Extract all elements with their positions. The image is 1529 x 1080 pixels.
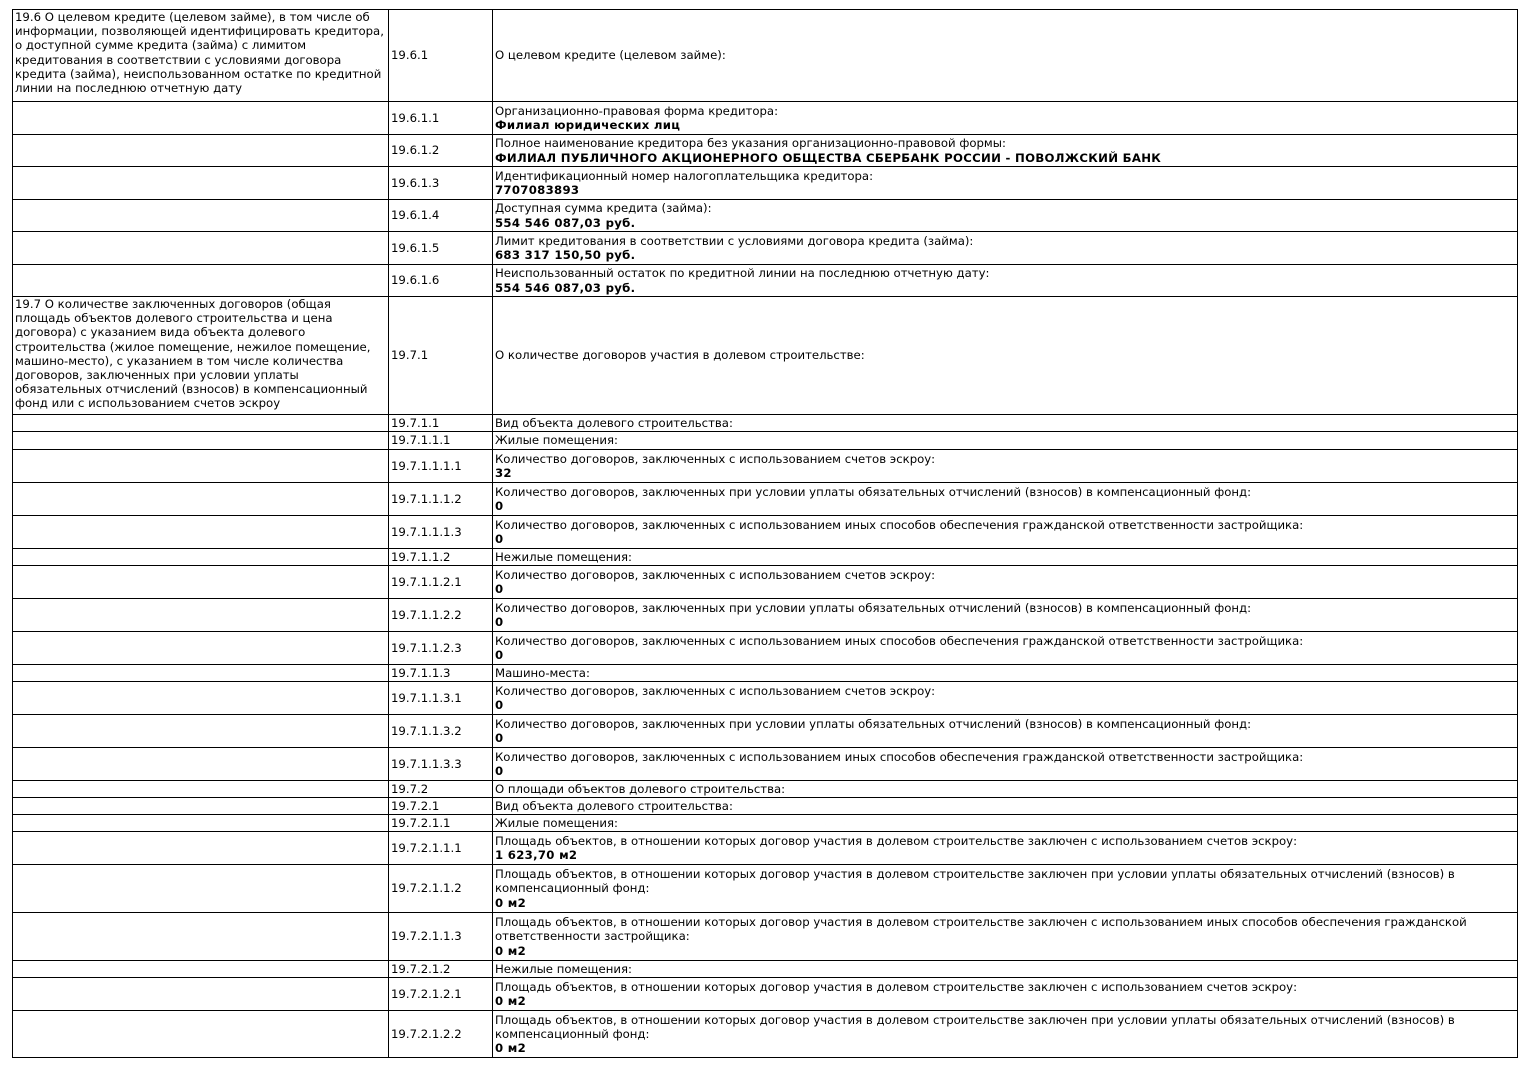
table-row (13, 432, 1518, 450)
item-label: Количество договоров, заключенных с использованием иных способов обеспечения гражданской ответственности застройщика: (495, 517, 1304, 532)
item-code: 19.7.2.1.2.1 (389, 978, 493, 1011)
item-value: 554 546 087,03 руб. (495, 280, 636, 295)
item-label: Площадь объектов, в отношении которых договор участия в долевом строительстве заключен при условии уплаты обязательных отчислений (взносов) в компенсационный фонд: (495, 1012, 1455, 1041)
table-row (13, 748, 1518, 781)
item-code: 19.6.1.6 (389, 265, 493, 297)
item-label: Нежилые помещения: (495, 549, 632, 564)
section-cell-empty (13, 781, 389, 798)
item-content (493, 632, 1518, 665)
table-row (13, 483, 1518, 516)
item-code: 19.7.1.1.1 (389, 432, 493, 450)
item-label: Идентификационный номер налогоплательщика кредитора: (495, 168, 874, 183)
item-code: 19.7.2.1.1.3 (389, 913, 493, 961)
item-label: О количестве договоров участия в долевом строительстве: (495, 348, 865, 363)
section-cell-empty (13, 865, 389, 913)
item-code: 19.7.2.1.1.2 (389, 865, 493, 913)
table-row (13, 665, 1518, 682)
table-row (13, 297, 1518, 415)
item-label: Количество договоров, заключенных с использованием счетов эскроу: (495, 451, 936, 466)
section-cell-empty (13, 516, 389, 549)
item-code: 19.7.2.1 (389, 798, 493, 815)
item-label: Количество договоров, заключенных с использованием иных способов обеспечения гражданской ответственности застройщика: (495, 633, 1304, 648)
item-code: 19.7.1.1.3.3 (389, 748, 493, 781)
section-cell-empty (13, 961, 389, 978)
item-content (493, 102, 1518, 135)
section-cell-empty (13, 682, 389, 715)
item-label: Доступная сумма кредита (займа): (495, 201, 712, 216)
table-row (13, 913, 1518, 961)
section-cell-empty (13, 748, 389, 781)
item-code: 19.7.2.1.2.2 (389, 1011, 493, 1058)
item-value: 0 (495, 582, 504, 596)
item-value: 0 (495, 731, 504, 745)
item-value: 0 (495, 615, 504, 629)
item-label: Жилые помещения: (495, 815, 618, 830)
item-value: ФИЛИАЛ ПУБЛИЧНОГО АКЦИОНЕРНОГО ОБЩЕСТВА СБЕРБАНК РОССИИ - ПОВОЛЖСКИЙ БАНК (495, 150, 1162, 165)
item-code: 19.7.2 (389, 781, 493, 798)
item-content (493, 961, 1518, 978)
item-value: Филиал юридических лиц (495, 118, 681, 132)
item-label: Количество договоров, заключенных при условии уплаты обязательных отчислений (взносов) в компенсационный фонд: (495, 716, 1252, 731)
item-label: Количество договоров, заключенных при условии уплаты обязательных отчислений (взносов) в компенсационный фонд: (495, 484, 1252, 499)
item-content (493, 167, 1518, 200)
item-content (493, 715, 1518, 748)
table-row (13, 815, 1518, 832)
section-cell-empty (13, 232, 389, 265)
item-label: Неиспользованный остаток по кредитной линии на последнюю отчетную дату: (495, 266, 990, 281)
document-table (12, 9, 1518, 1058)
section-cell-empty (13, 135, 389, 167)
item-code: 19.7.2.1.1.1 (389, 832, 493, 865)
table-row (13, 798, 1518, 815)
table-row (13, 682, 1518, 715)
table-row (13, 200, 1518, 232)
section-title: 19.6 О целевом кредите (целевом займе), в том числе об информации, позволяющей идентифицировать кредитора, о доступной сумме кредита (займа) с лимитом кредитования в соответствии с условиями договора кредита (займа), неиспользованном остатке по кредитной линии на последнюю отчетную дату (13, 10, 389, 102)
item-code: 19.7.1.1.2.1 (389, 566, 493, 599)
table-row (13, 566, 1518, 599)
table-row (13, 415, 1518, 432)
item-label: Вид объекта долевого строительства: (495, 415, 733, 430)
item-content (493, 1011, 1518, 1058)
table-row (13, 135, 1518, 167)
item-code: 19.7.1.1.2.3 (389, 632, 493, 665)
item-value: 554 546 087,03 руб. (495, 215, 636, 230)
item-content (493, 297, 1518, 415)
section-cell-empty (13, 566, 389, 599)
table-row (13, 961, 1518, 978)
section-cell-empty (13, 549, 389, 566)
item-code: 19.6.1.5 (389, 232, 493, 265)
table-row (13, 232, 1518, 265)
item-code: 19.7.1.1.3.1 (389, 682, 493, 715)
section-cell-empty (13, 200, 389, 232)
item-code: 19.6.1.1 (389, 102, 493, 135)
item-label: О площади объектов долевого строительства: (495, 781, 786, 796)
section-cell-empty (13, 665, 389, 682)
item-content (493, 566, 1518, 599)
item-code: 19.6.1.4 (389, 200, 493, 232)
item-content (493, 549, 1518, 566)
item-value: 0 м2 (495, 994, 527, 1008)
item-label: Площадь объектов, в отношении которых договор участия в долевом строительстве заключен при условии уплаты обязательных отчислений (взносов) в компенсационный фонд: (495, 867, 1455, 896)
item-code: 19.6.1.2 (389, 135, 493, 167)
item-label: Лимит кредитования в соответствии с условиями договора кредита (займа): (495, 233, 974, 248)
item-value: 0 (495, 532, 504, 546)
document-table-body (13, 10, 1518, 1058)
item-content (493, 832, 1518, 865)
item-content (493, 265, 1518, 297)
item-content (493, 781, 1518, 798)
item-label: Вид объекта долевого строительства: (495, 798, 733, 813)
item-code: 19.7.1.1.3.2 (389, 715, 493, 748)
table-row (13, 781, 1518, 798)
item-label: Площадь объектов, в отношении которых договор участия в долевом строительстве заключен с использованием счетов эскроу: (495, 833, 1298, 848)
section-cell-empty (13, 432, 389, 450)
item-content (493, 978, 1518, 1011)
table-row (13, 10, 1518, 102)
item-label: О целевом кредите (целевом займе): (495, 48, 726, 63)
table-row (13, 1011, 1518, 1058)
item-content (493, 200, 1518, 232)
item-label: Количество договоров, заключенных при условии уплаты обязательных отчислений (взносов) в компенсационный фонд: (495, 600, 1252, 615)
table-row (13, 102, 1518, 135)
item-content (493, 798, 1518, 815)
item-code: 19.6.1.3 (389, 167, 493, 200)
section-cell-empty (13, 450, 389, 483)
item-code: 19.7.2.1.1 (389, 815, 493, 832)
item-content (493, 665, 1518, 682)
section-cell-empty (13, 265, 389, 297)
item-code: 19.7.2.1.2 (389, 961, 493, 978)
item-value: 0 м2 (495, 943, 527, 958)
section-cell-empty (13, 798, 389, 815)
section-cell-empty (13, 913, 389, 961)
item-content (493, 432, 1518, 450)
item-value: 0 м2 (495, 1041, 527, 1056)
item-label: Количество договоров, заключенных с использованием счетов эскроу: (495, 567, 936, 582)
section-cell-empty (13, 599, 389, 632)
item-value: 0 (495, 648, 504, 662)
section-cell-empty (13, 483, 389, 516)
table-row (13, 450, 1518, 483)
item-label: Площадь объектов, в отношении которых договор участия в долевом строительстве заключен с использованием счетов эскроу: (495, 979, 1298, 994)
item-label: Количество договоров, заключенных с использованием счетов эскроу: (495, 683, 936, 698)
item-code: 19.7.1.1.1.2 (389, 483, 493, 516)
item-code: 19.7.1 (389, 297, 493, 415)
table-row (13, 549, 1518, 566)
table-row (13, 832, 1518, 865)
item-content (493, 865, 1518, 913)
item-content (493, 483, 1518, 516)
item-code: 19.7.1.1.1.1 (389, 450, 493, 483)
item-value: 7707083893 (495, 183, 580, 197)
section-cell-empty (13, 632, 389, 665)
table-row (13, 167, 1518, 200)
item-content (493, 232, 1518, 265)
item-content (493, 516, 1518, 549)
item-value: 683 317 150,50 руб. (495, 248, 636, 262)
item-code: 19.6.1 (389, 10, 493, 102)
item-content (493, 913, 1518, 961)
item-content (493, 599, 1518, 632)
section-cell-empty (13, 415, 389, 432)
section-cell-empty (13, 1011, 389, 1058)
item-label: Количество договоров, заключенных с использованием иных способов обеспечения гражданской ответственности застройщика: (495, 749, 1304, 764)
item-label: Полное наименование кредитора без указания организационно-правовой формы: (495, 136, 1006, 151)
item-code: 19.7.1.1 (389, 415, 493, 432)
section-cell-empty (13, 102, 389, 135)
section-cell-empty (13, 832, 389, 865)
section-cell-empty (13, 167, 389, 200)
item-content (493, 682, 1518, 715)
item-code: 19.7.1.1.2 (389, 549, 493, 566)
item-label: Жилые помещения: (495, 433, 618, 448)
item-value: 1 623,70 м2 (495, 848, 578, 862)
item-label: Нежилые помещения: (495, 961, 632, 976)
item-content (493, 10, 1518, 102)
item-value: 0 (495, 698, 504, 712)
item-content (493, 815, 1518, 832)
table-row (13, 599, 1518, 632)
table-row (13, 715, 1518, 748)
item-content (493, 135, 1518, 167)
item-label: Машино-места: (495, 665, 590, 680)
table-row (13, 978, 1518, 1011)
item-label: Площадь объектов, в отношении которых договор участия в долевом строительстве заключен с использованием иных способов обеспечения гражданской ответственности застройщика: (495, 915, 1467, 944)
item-label: Организационно-правовая форма кредитора: (495, 103, 779, 118)
item-code: 19.7.1.1.3 (389, 665, 493, 682)
section-cell-empty (13, 715, 389, 748)
item-content (493, 748, 1518, 781)
table-row (13, 265, 1518, 297)
item-value: 0 (495, 499, 504, 513)
item-content (493, 450, 1518, 483)
section-cell-empty (13, 978, 389, 1011)
table-row (13, 865, 1518, 913)
item-content (493, 415, 1518, 432)
table-row (13, 632, 1518, 665)
item-value: 0 (495, 764, 504, 778)
item-value: 0 м2 (495, 895, 527, 910)
section-cell-empty (13, 815, 389, 832)
table-row (13, 516, 1518, 549)
item-code: 19.7.1.1.2.2 (389, 599, 493, 632)
item-value: 32 (495, 466, 512, 480)
section-title: 19.7 О количестве заключенных договоров (общая площадь объектов долевого строительства и цена договора) с указанием вида объекта долевого строительства (жилое помещение, нежилое помещение, машино-место), с указанием в том числе количества договоров, заключенных при условии уплаты обязательных отчислений (взносов) в компенсационный фонд или с использованием счетов эскроу (13, 297, 389, 415)
item-code: 19.7.1.1.1.3 (389, 516, 493, 549)
